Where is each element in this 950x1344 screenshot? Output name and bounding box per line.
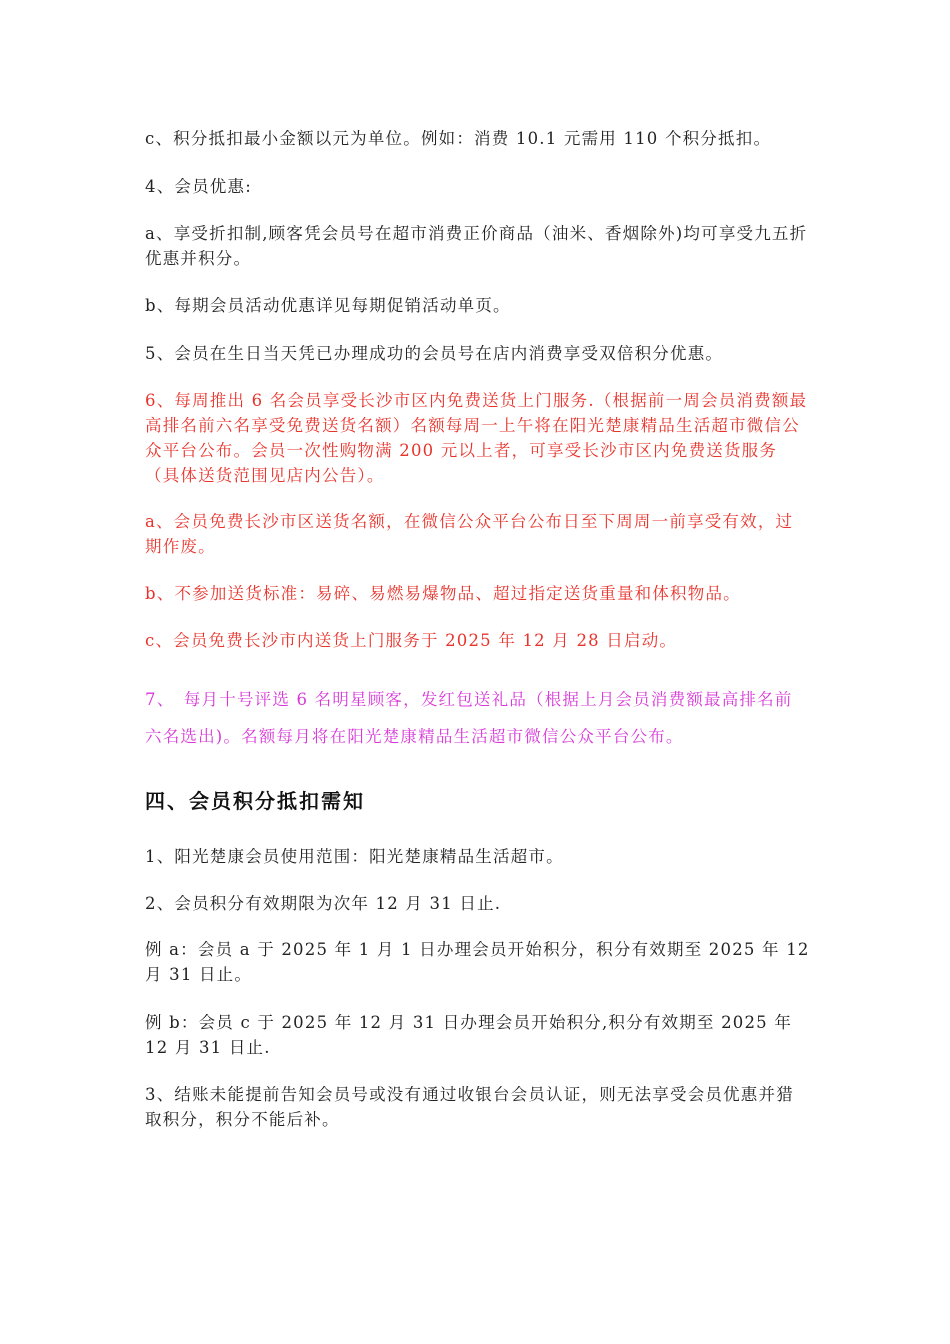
paragraph-member-benefits-title: 4、会员优惠:	[145, 177, 252, 196]
paragraph-delivery-validity: a、会员免费长沙市区送货名额，在微信公众平台公布日至下周周一前享受有效，过期作废。	[145, 512, 794, 556]
paragraph-star-customers: 7、 每月十号评选 6 名明星顾客，发红包送礼品（根据上月会员消费额最高排名前六名选出)。名额每月将在阳光楚康精品生活超市微信公众平台公布。	[145, 690, 793, 746]
paragraph-usage-scope: 1、阳光楚康会员使用范围：阳光楚康精品生活超市。	[145, 847, 564, 866]
paragraph-promo-flyer: b、每期会员活动优惠详见每期促销活动单页。	[145, 296, 511, 315]
paragraph-example-a: 例 a：会员 a 于 2025 年 1 月 1 日办理会员开始积分，积分有效期至 2025 年 12 月 31 日止。	[145, 940, 810, 984]
section-heading: 四、会员积分抵扣需知	[145, 789, 365, 813]
paragraph-free-delivery: 6、每周推出 6 名会员享受长沙市区内免费送货上门服务.（根据前一周会员消费额最高排名前六名享受免费送货名额）名额每周一上午将在阳光楚康精品生活超市微信公众平台公布。会员一次性购物满 200 元以上者，可享受长沙市区内免费送货服务（具体送货范围见店内公告）。	[145, 391, 808, 485]
paragraph-validity-period: 2、会员积分有效期限为次年 12 月 31 日止.	[145, 894, 502, 913]
paragraph-delivery-start-date: c、会员免费长沙市内送货上门服务于 2025 年 12 月 28 日启动。	[145, 631, 678, 650]
paragraph-checkout-notice: 3、结账未能提前告知会员号或没有通过收银台会员认证，则无法享受会员优惠并猎取积分，积分不能后补。	[145, 1085, 794, 1129]
paragraph-c-min-amount: c、积分抵扣最小金额以元为单位。例如：消费 10.1 元需用 110 个积分抵扣。	[145, 129, 772, 148]
paragraph-example-b: 例 b：会员 c 于 2025 年 12 月 31 日办理会员开始积分,积分有效期至 2025 年 12 月 31 日止.	[145, 1013, 793, 1057]
paragraph-birthday: 5、会员在生日当天凭已办理成功的会员号在店内消费享受双倍积分优惠。	[145, 344, 724, 363]
paragraph-delivery-exclusions: b、不参加送货标准：易碎、易燃易爆物品、超过指定送货重量和体积物品。	[145, 584, 741, 603]
paragraph-discount: a、享受折扣制,顾客凭会员号在超市消费正价商品（油米、香烟除外)均可享受九五折优惠并积分。	[145, 224, 808, 268]
